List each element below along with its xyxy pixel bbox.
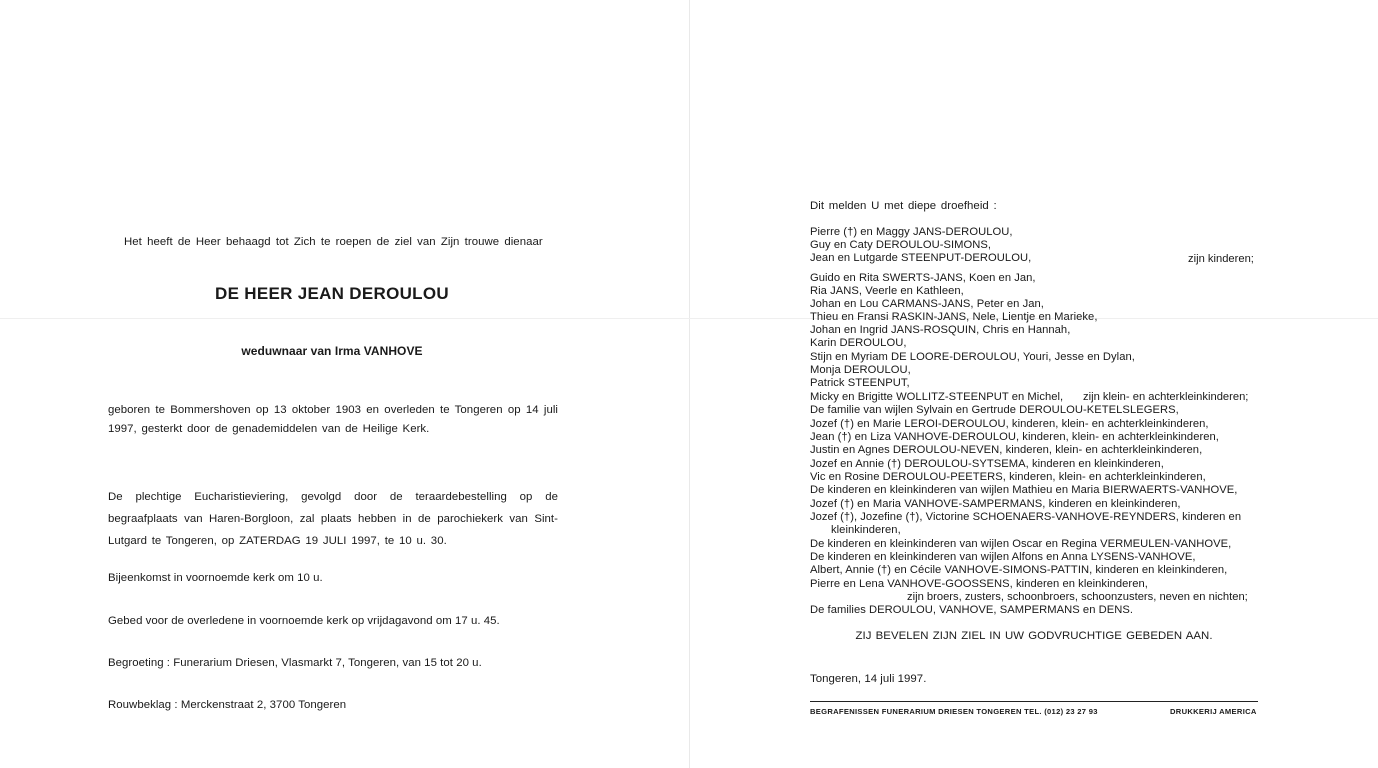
announcement-line: Dit melden U met diepe droefheid : xyxy=(810,200,997,212)
family-line: Jozef (†) en Marie LEROI-DEROULOU, kinderen, klein- en achterkleinkinderen, xyxy=(810,418,1209,430)
family-line: Johan en Ingrid JANS-ROSQUIN, Chris en Hannah, xyxy=(810,324,1071,336)
family-line: De kinderen en kleinkinderen van wijlen Mathieu en Maria BIERWAERTS-VANHOVE, xyxy=(810,484,1238,496)
family-line: Jozef en Annie (†) DEROULOU-SYTSEMA, kinderen en kleinkinderen, xyxy=(810,458,1164,470)
family-line: De kinderen en kleinkinderen van wijlen Alfons en Anna LYSENS-VANHOVE, xyxy=(810,551,1196,563)
children-suffix: zijn kinderen; xyxy=(1188,253,1254,265)
family-line: Karin DEROULOU, xyxy=(810,337,907,349)
printer-credit: DRUKKERIJ AMERICA xyxy=(1170,707,1257,716)
family-line: Jozef (†), Jozefine (†), Victorine SCHOENAERS-VANHOVE-REYNDERS, kinderen en xyxy=(810,511,1242,523)
family-line: Patrick STEENPUT, xyxy=(810,377,910,389)
family-line: Guido en Rita SWERTS-JANS, Koen en Jan, xyxy=(810,272,1036,284)
family-line: Pierre (†) en Maggy JANS-DEROULOU, xyxy=(810,226,1013,238)
family-line: Albert, Annie (†) en Cécile VANHOVE-SIMONS-PATTIN, kinderen en kleinkinderen, xyxy=(810,564,1228,576)
card-fold-horizontal xyxy=(0,318,1378,319)
deceased-name: DE HEER JEAN DEROULOU xyxy=(215,284,449,303)
family-line: De familie van wijlen Sylvain en Gertrude DEROULOU-KETELSLEGERS, xyxy=(810,404,1179,416)
family-line: Jean en Lutgarde STEENPUT-DEROULOU, xyxy=(810,252,1032,264)
family-line: Vic en Rosine DEROULOU-PEETERS, kinderen, klein- en achterkleinkinderen, xyxy=(810,471,1206,483)
birth-death-paragraph: geboren te Bommershoven op 13 oktober 1903 en overleden te Tongeren op 14 juli 1997, gesterkt door de genademiddelen van de Heilige Kerk. xyxy=(108,404,558,435)
family-line: Thieu en Fransi RASKIN-JANS, Nele, Lientje en Marieke, xyxy=(810,311,1098,323)
family-line: Jozef (†) en Maria VANHOVE-SAMPERMANS, kinderen en kleinkinderen, xyxy=(810,498,1181,510)
family-line: Micky en Brigitte WOLLITZ-STEENPUT en Michel, xyxy=(810,391,1064,403)
family-line: De kinderen en kleinkinderen van wijlen Oscar en Regina VERMEULEN-VANHOVE, xyxy=(810,538,1232,550)
family-line: Guy en Caty DEROULOU-SIMONS, xyxy=(810,239,992,251)
family-line: Pierre en Lena VANHOVE-GOOSSENS, kinderen en kleinkinderen, xyxy=(810,578,1148,590)
intro-text: Het heeft de Heer behaagd tot Zich te roepen de ziel van Zijn trouwe dienaar xyxy=(124,236,543,248)
right-page xyxy=(689,0,1378,768)
family-line: kleinkinderen, xyxy=(831,524,901,536)
card-fold-vertical xyxy=(689,0,690,768)
family-line: Jean (†) en Liza VANHOVE-DEROULOU, kinderen, klein- en achterkleinkinderen, xyxy=(810,431,1219,443)
footer-rule xyxy=(810,701,1258,702)
widower-line: weduwnaar van Irma VANHOVE xyxy=(241,344,423,358)
closing-line: ZIJ BEVELEN ZIJN ZIEL IN UW GODVRUCHTIGE GEBEDEN AAN. xyxy=(855,630,1213,642)
place-date: Tongeren, 14 juli 1997. xyxy=(810,673,927,685)
family-line: Johan en Lou CARMANS-JANS, Peter en Jan, xyxy=(810,298,1044,310)
family-line: Ria JANS, Veerle en Kathleen, xyxy=(810,285,964,297)
gathering-line: Bijeenkomst in voornoemde kerk om 10 u. xyxy=(108,572,323,584)
condolence-line: Rouwbeklag : Merckenstraat 2, 3700 Tongeren xyxy=(108,699,347,711)
family-line: Stijn en Myriam DE LOORE-DEROULOU, Youri, Jesse en Dylan, xyxy=(810,351,1135,363)
family-line: Monja DEROULOU, xyxy=(810,364,911,376)
funeral-home-credit: BEGRAFENISSEN FUNERARIUM DRIESEN TONGEREN TEL. (012) 23 27 93 xyxy=(810,707,1098,716)
prayer-line: Gebed voor de overledene in voornoemde kerk op vrijdagavond om 17 u. 45. xyxy=(108,615,500,627)
siblings-suffix: zijn broers, zusters, schoonbroers, schoonzusters, neven en nichten; xyxy=(907,591,1248,603)
grandchildren-suffix: zijn klein- en achterkleinkinderen; xyxy=(1083,391,1249,403)
families-line: De families DEROULOU, VANHOVE, SAMPERMANS en DENS. xyxy=(810,604,1134,616)
greeting-line: Begroeting : Funerarium Driesen, Vlasmarkt 7, Tongeren, van 15 tot 20 u. xyxy=(108,657,482,669)
ceremony-paragraph: De plechtige Eucharistieviering, gevolgd door de teraardebestelling op de begraafplaats van Haren-Borgloon, zal plaats hebben in de parochiekerk van Sint-Lutgard te Tongeren, op ZATERDAG 19 JULI 1997, te 10 u. 30. xyxy=(108,491,558,547)
family-line: Justin en Agnes DEROULOU-NEVEN, kinderen, klein- en achterkleinkinderen, xyxy=(810,444,1203,456)
